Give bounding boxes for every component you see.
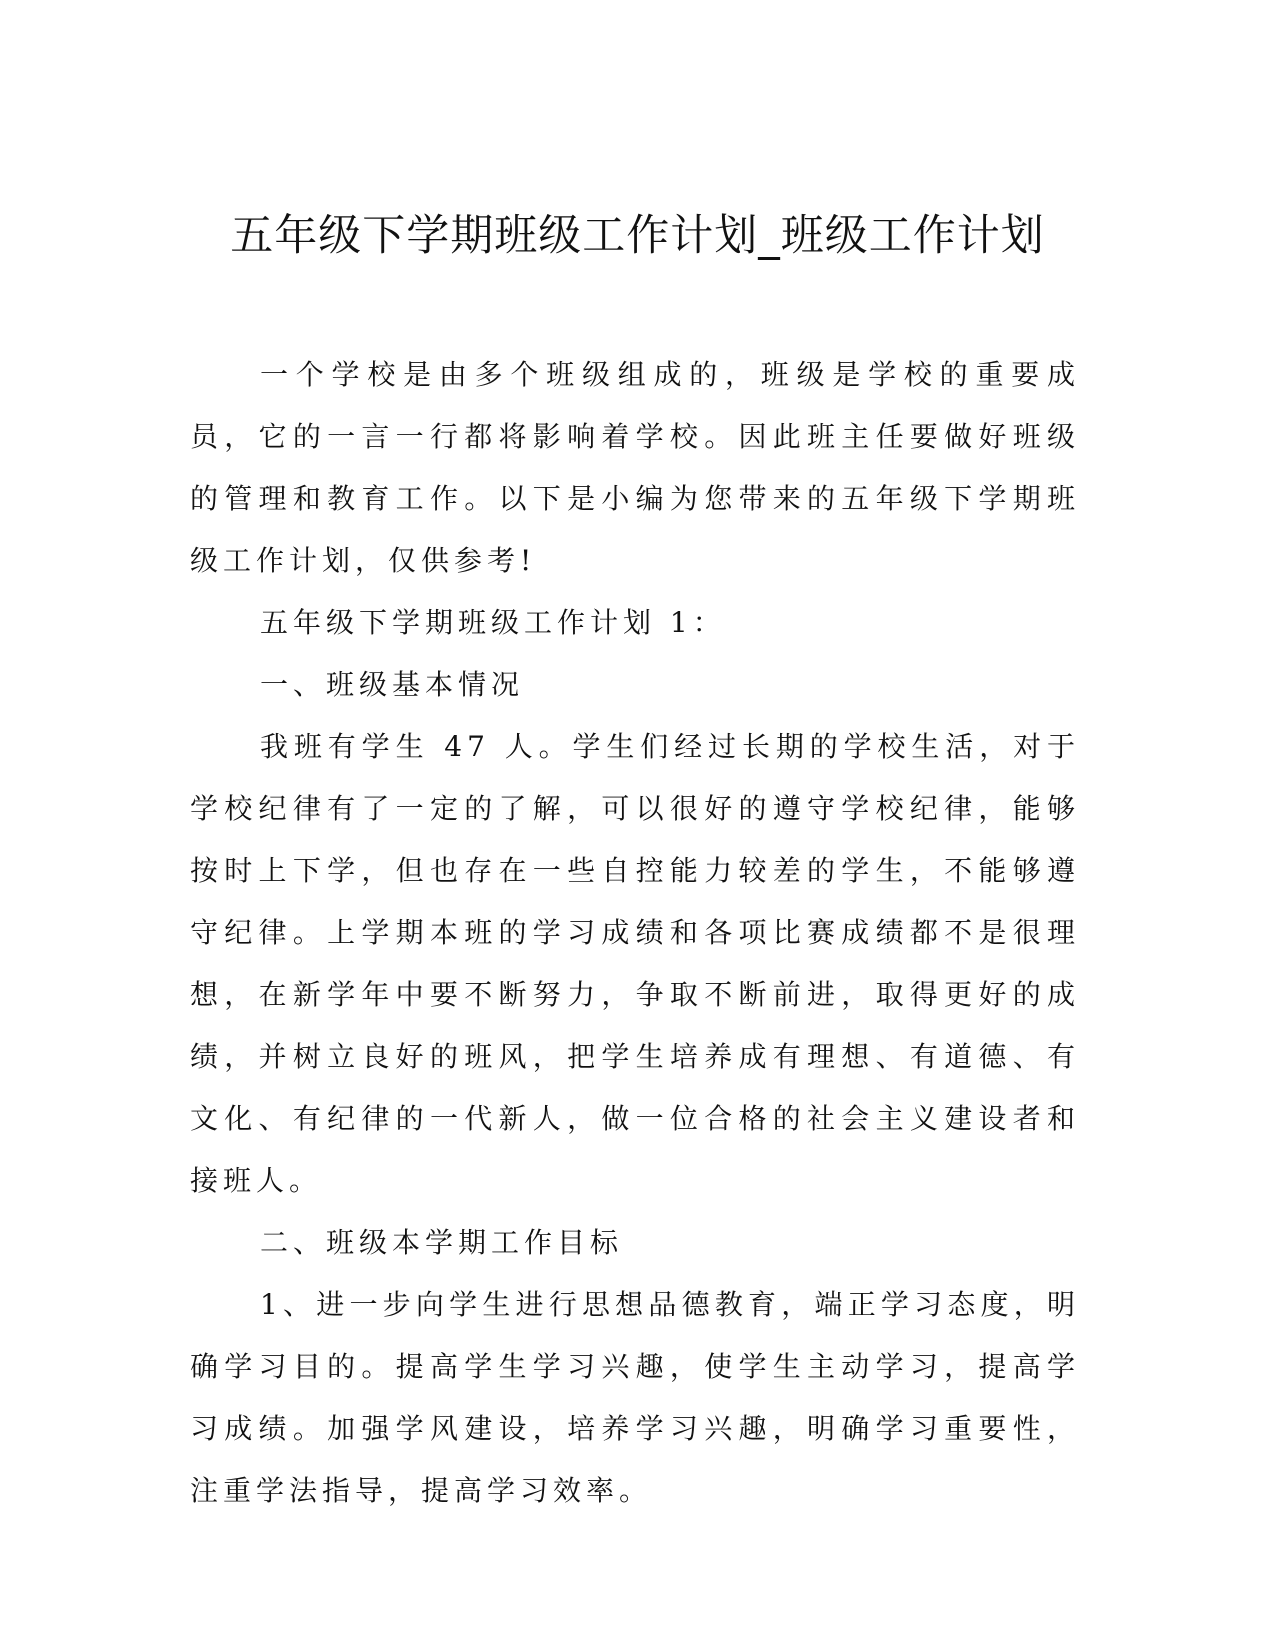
document-title: 五年级下学期班级工作计划_班级工作计划 [230,211,1045,261]
section-heading-class-situation: 一、班级基本情况 [260,668,525,701]
goal-item-1-paragraph: 1、进一步向学生进行思想品德教育，端正学习态度，明确学习目的。提高学生学习兴趣，使学生主动学习，提高学习成绩。加强学风建设，培养学习兴趣，明确学习重要性，注重学法指导，提高学习效率。 [190,1288,1080,1507]
document-body [190,344,1080,1522]
section-heading-goals: 二、班级本学期工作目标 [260,1226,624,1259]
class-situation-paragraph: 我班有学生 47 人。学生们经过长期的学校生活，对于学校纪律有了一定的了解，可以很好的遵守学校纪律，能够按时上下学，但也存在一些自控能力较差的学生，不能够遵守纪律。上学期本班的学习成绩和各项比赛成绩都不是很理想，在新学年中要不断努力，争取不断前进，取得更好的成绩，并树立良好的班风，把学生培养成有理想、有道德、有文化、有纪律的一代新人，做一位合格的社会主义建设者和接班人。 [190,730,1080,1197]
intro-paragraph: 一个学校是由多个班级组成的，班级是学校的重要成员，它的一言一行都将影响着学校。因此班主任要做好班级的管理和教育工作。以下是小编为您带来的五年级下学期班级工作计划，仅供参考! [190,358,1080,577]
plan-heading: 五年级下学期班级工作计划 1： [260,606,726,639]
